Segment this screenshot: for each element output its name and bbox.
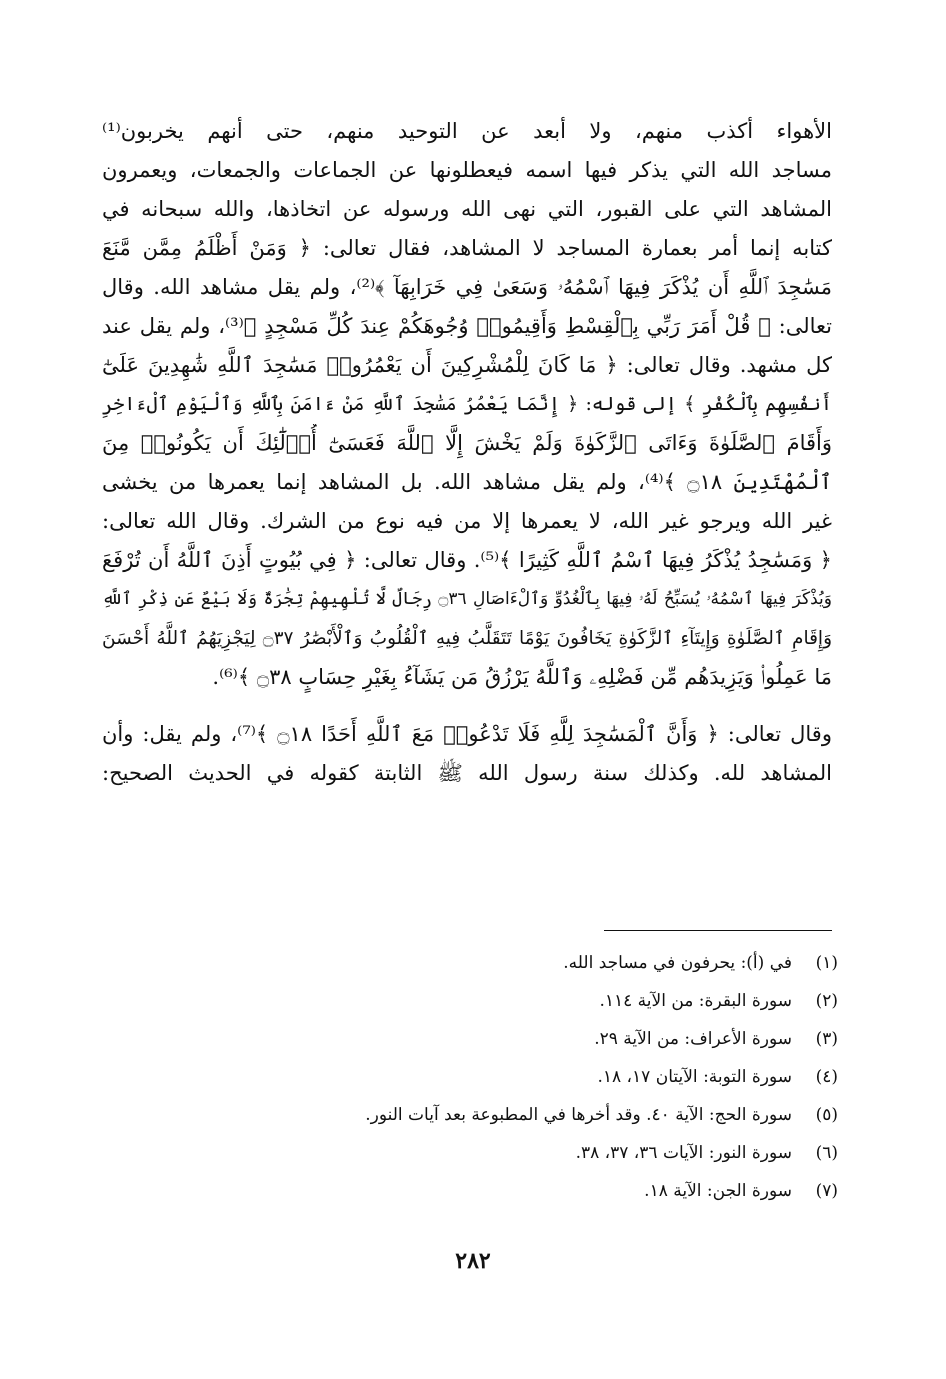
footnote [238, 944, 838, 982]
footnotes [238, 944, 838, 1210]
text-line: وَيُذْكَرَ فِيهَا ٱسْمُهُۥ يُسَبِّحُ لَهُۥ فِيهَا بِٱلْغُدُوِّ وَٱلْءَاصَالِ ۝٣٦ رِجَالٌ لَّا تُلْهِيهِمْ تِجَٰرَةٌ وَلَا بَيْعٌ عَن ذِكْرِ ٱللَّهِ [102, 589, 832, 609]
text-line: مساجد الله التي يذكر فيها اسمه فيعطلونها عن الجماعات والجمعات، ويعمرون [102, 158, 832, 182]
page-number: ٢٨٢ [455, 1248, 491, 1274]
footnote-number: (٥) [815, 1105, 838, 1125]
footnote-text: في (أ): يحرفون في مساجد الله. [563, 953, 792, 973]
footnote [238, 1134, 838, 1172]
footnote-number: (٤) [815, 1067, 838, 1087]
text-line: مَا عَمِلُوا۟ وَيَزِيدَهُم مِّن فَضْلِهِۦ وَٱللَّهُ يَرْزُقُ مَن يَشَآءُ بِغَيْرِ حِسَابٍ ۝٣٨ ﴾⁽⁶⁾. [212, 665, 832, 689]
text-line: المشاهد لله. وكذلك سنة رسول الله ﷺ الثابتة كقوله في الحديث الصحيح: [102, 761, 832, 785]
text-line: ٱلْمُهْتَدِينَ ۝١٨ ﴾⁽⁴⁾، ولم يقل مشاهد الله. بل المشاهد إنما يعمرها من يخشى [102, 470, 832, 494]
footnote [238, 1096, 838, 1134]
footnote [238, 982, 838, 1020]
footnote-number: (٣) [815, 1029, 838, 1049]
footnote [238, 1172, 838, 1210]
text-line: ﴿ وَمَسَٰجِدُ يُذْكَرُ فِيهَا ٱسْمُ ٱللَّهِ كَثِيرًا ﴾⁽⁵⁾. وقال تعالى: ﴿ فِي بُيُوتٍ أَذِنَ ٱللَّهُ أَن تُرْفَعَ [102, 548, 832, 572]
footnote-text: سورة الأعراف: من الآية ٢٩. [594, 1029, 792, 1049]
text-line: وَأَقَامَ ٱلصَّلَوٰةَ وَءَاتَى ٱلزَّكَوٰةَ وَلَمْ يَخْشَ إِلَّا ٱللَّهَ فَعَسَىٰٓ أُو۟لَٰٓئِكَ أَن يَكُونُوا۟ مِنَ [102, 431, 832, 455]
text-line: وقال تعالى: ﴿ وَأَنَّ ٱلْمَسَٰجِدَ لِلَّهِ فَلَا تَدْعُوا۟ مَعَ ٱللَّهِ أَحَدًا ۝١٨ ﴾⁽⁷⁾، ولم يقل: وأن [102, 722, 832, 746]
footnote [238, 1058, 838, 1096]
footnote-number: (٧) [815, 1181, 838, 1201]
text-line: تعالى: ﴿ قُلْ أَمَرَ رَبِّي بِٱلْقِسْطِ وَأَقِيمُوا۟ وُجُوهَكُمْ عِندَ كُلِّ مَسْجِدٍ ﴾⁽³⁾، ولم يقل عند [102, 314, 832, 338]
text-line: وَإِقَامِ ٱلصَّلَوٰةِ وَإِيتَآءِ ٱلزَّكَوٰةِ يَخَافُونَ يَوْمًا تَتَقَلَّبُ فِيهِ ٱلْقُلُوبُ وَٱلْأَبْصَٰرُ ۝٣٧ لِيَجْزِيَهُمُ ٱللَّهُ أَحْسَنَ [102, 628, 832, 649]
footnote-number: (٢) [815, 991, 838, 1011]
footnote-text: سورة النور: الآيات ٣٦، ٣٧، ٣٨. [575, 1143, 792, 1163]
text-line: مَسَٰجِدَ ٱللَّهِ أَن يُذْكَرَ فِيهَا ٱسْمُهُۥ وَسَعَىٰ فِي خَرَابِهَآ ﴾⁽²⁾، ولم يقل مشاهد الله. وقال [102, 275, 832, 299]
footnote-text: سورة البقرة: من الآية ١١٤. [599, 991, 792, 1011]
text-line: كل مشهد. وقال تعالى: ﴿ مَا كَانَ لِلْمُشْرِكِينَ أَن يَعْمُرُوا۟ مَسَٰجِدَ ٱللَّهِ شَٰهِدِينَ عَلَىٰٓ [102, 353, 832, 377]
footnote-number: (٦) [815, 1143, 838, 1163]
footnote-text: سورة الجن: الآية ١٨. [644, 1181, 792, 1201]
footnote-divider [604, 930, 832, 931]
text-line: غير الله ويرجو غير الله، لا يعمرها إلا من فيه نوع من الشرك. وقال الله تعالى: [102, 509, 832, 533]
text-line: كتابه إنما أمر بعمارة المساجد لا المشاهد، فقال تعالى: ﴿ وَمَنْ أَظْلَمُ مِمَّن مَّنَعَ [102, 236, 832, 260]
footnote-text: سورة التوبة: الآيتان ١٧، ١٨. [597, 1067, 792, 1087]
footnote-number: (١) [815, 953, 838, 973]
main-text [102, 112, 832, 793]
footnote-text: سورة الحج: الآية ٤٠. وقد أخرها في المطبوعة بعد آيات النور. [365, 1105, 792, 1125]
text-line: الأهواء أكذب منهم، ولا أبعد عن التوحيد منهم، حتى أنهم يخربون⁽¹⁾ [102, 119, 832, 143]
footnote [238, 1020, 838, 1058]
text-line: أَنفُسِهِم بِٱلْكُفْرِ ﴾ إلى قوله: ﴿ إِنَّمَا يَعْمُرُ مَسَٰجِدَ ٱللَّهِ مَنْ ءَامَنَ بِٱللَّهِ وَٱلْيَوْمِ ٱلْءَاخِرِ [102, 393, 832, 415]
text-line: المشاهد التي على القبور، التي نهى الله ورسوله عن اتخاذها، والله سبحانه في [102, 197, 832, 221]
